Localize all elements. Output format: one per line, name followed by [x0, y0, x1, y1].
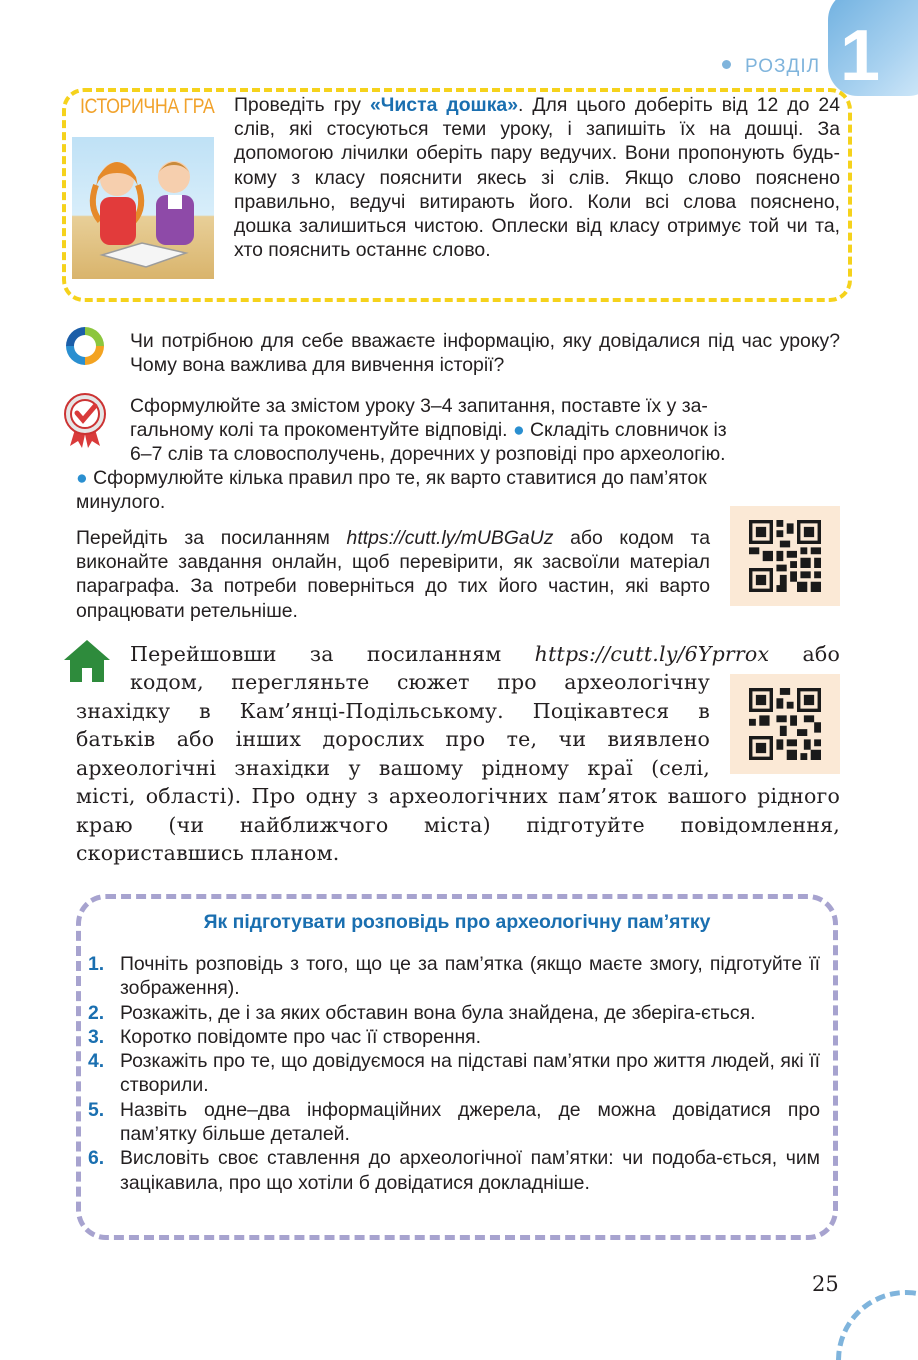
- corner-decoration: [836, 1290, 918, 1360]
- task-line-1: Сформулюйте за змістом уроку 3–4 запитання, поставте їх у за-: [130, 395, 708, 417]
- home-line-4: батьків або інших дорослих про те, чи виявлено: [76, 727, 710, 751]
- qr-code-online[interactable]: [730, 506, 840, 606]
- game-description: [234, 93, 840, 262]
- task-line-3: 6–7 слів та словосполучень, доречних у розповіді про археологію.: [130, 443, 726, 465]
- list-item: 4. Розкажіть про те, що довідуємося на підставі пам’ятки про життя людей, які її створили.: [88, 1050, 820, 1097]
- list-item: 5. Назвіть одне–два інформаційних джерела, де можна довідатися про пам’ятку більше деталей.: [88, 1098, 820, 1146]
- game-title: ІСТОРИЧНА ГРА: [80, 95, 215, 118]
- list-item: 1. Почніть розповідь з того, що це за пам’ятка (якщо маєте змогу, підготуйте її зображення).: [88, 953, 820, 1000]
- home-line-5: археологічні знахідки у вашому рідному краї (селі,: [76, 756, 710, 780]
- reflection-text: Чи потрібною для себе вважаєте інформацію, яку довідалися під час уроку? Чому вона важлива для вивчення історії?: [130, 330, 840, 377]
- game-text-rest: . Для цього доберіть від 12 до 24 слів, які стосуються теми уроку, і запишіть їх на дошці. За допомогою лічилки оберіть пару ведучих. Вони пропонують будь-кому з класу пояснити якесь зі слів. Якщо слово пояснено правильно, ведучі витирають його. Коли всі слова пояснено, дошка залишиться чистою. Оплески від класу отримує той чи та, хто пояснить останнє слово.: [234, 94, 841, 262]
- task-line-5: минулого.: [76, 491, 166, 513]
- online-link[interactable]: https://cutt.ly/mUBGaUz: [346, 527, 554, 549]
- home-line-2: кодом, перегляньте сюжет про археологічну: [130, 670, 710, 694]
- page-number: 25: [812, 1272, 839, 1296]
- bullet-dot-icon: [722, 60, 731, 69]
- plan-list: [88, 952, 820, 1195]
- home-line-3: знахідку в Кам’янці-Подільському. Поцікавтеся в: [76, 699, 710, 723]
- game-name: «Чиста дошка»: [369, 94, 518, 116]
- game-text-start: Проведіть гру: [234, 94, 370, 116]
- home-line-1: Перейшовши за посиланням https://cutt.ly/6Yprrox або: [130, 642, 840, 666]
- online-text: Перейдіть за посиланням https://cutt.ly/mUBGaUz або кодом та виконайте завдання онлайн, щоб перевірити, як засвоїли матеріал параграфа. За потреби поверніться до тих його частин, які варто опрацювати ретельніше.: [76, 527, 710, 622]
- section-number: 1: [840, 16, 881, 96]
- section-label-text: РОЗДІЛ: [745, 56, 821, 77]
- blue-bullet-icon: ●: [512, 419, 525, 441]
- task-line-4: ● Сформулюйте кілька правил про те, як варто ставитися до пам’яток: [76, 467, 707, 489]
- section-label: [722, 56, 820, 78]
- home-text-rest: місті, області). Про одну з археологічних пам’яток вашого рідного краю (чи найближчого міста) підготуйте повідомлення, скориставшись планом.: [76, 784, 840, 866]
- children-illustration: [72, 137, 214, 279]
- qr-code-home[interactable]: [730, 674, 840, 774]
- checkmark-badge-icon: [62, 392, 108, 438]
- list-item: 3. Коротко повідомте про час її створення.: [88, 1025, 482, 1048]
- list-item: 2. Розкажіть, де і за яких обставин вона була знайдена, де зберіга-ється.: [88, 1001, 756, 1024]
- cycle-arrows-icon: [62, 323, 108, 369]
- home-icon: [62, 638, 112, 684]
- home-link[interactable]: https://cutt.ly/6Yprrox: [534, 642, 770, 666]
- task-line-2: гальному колі та прокоментуйте відповіді. ● Складіть словничок із: [130, 419, 727, 441]
- blue-bullet-icon: ●: [76, 467, 88, 489]
- list-item: 6. Висловіть своє ставлення до археологічної пам’ятки: чи подоба-ється, чим зацікавила, про що хотіли б довідатися докладніше.: [88, 1147, 820, 1194]
- plan-title: Як підготувати розповідь про археологічну пам’ятку: [203, 911, 711, 933]
